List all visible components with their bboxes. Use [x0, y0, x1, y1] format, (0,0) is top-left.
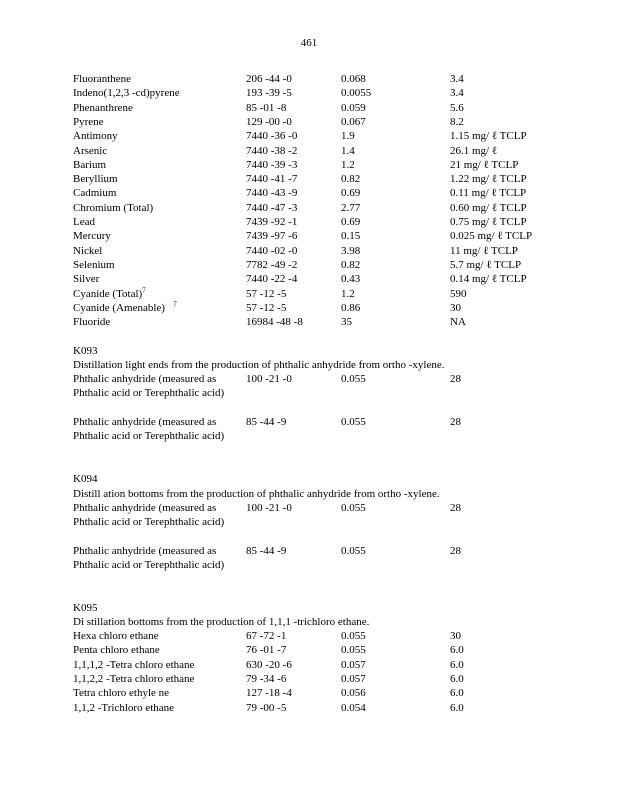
wastewater-value: 1.9 — [341, 130, 355, 143]
nonwastewater-value: NA — [450, 316, 466, 329]
constituent-name: Antimony — [73, 130, 118, 143]
wastewater-value: 35 — [341, 316, 352, 329]
waste-description: Distillation light ends from the production of phthalic anhydride from ortho -xylene. — [73, 359, 445, 371]
table-row — [0, 686, 618, 700]
cas-number: 7440 -47 -3 — [246, 201, 298, 214]
waste-code: K095 — [73, 602, 98, 614]
nonwastewater-value: 590 — [450, 287, 467, 300]
cas-number: 76 -01 -7 — [246, 644, 287, 657]
wastewater-value: 0.056 — [341, 687, 366, 700]
nonwastewater-value: 6.0 — [450, 701, 464, 714]
wastewater-value: 0.055 — [341, 545, 366, 557]
table-row — [0, 101, 618, 115]
nonwastewater-value: 28 — [450, 545, 461, 557]
table-row — [0, 415, 618, 442]
nonwastewater-value: 6.0 — [450, 658, 464, 671]
nonwastewater-value: 30 — [450, 630, 461, 642]
nonwastewater-value: 0.60 mg/ ℓ TCLP — [450, 201, 527, 214]
table-row — [0, 201, 618, 215]
cas-number: 57 -12 -5 — [246, 301, 287, 314]
wastewater-value: 0.82 — [341, 173, 361, 186]
table-row — [0, 272, 618, 286]
constituent-name: Barium — [73, 158, 106, 171]
wastewater-value: 0.057 — [341, 672, 366, 685]
nonwastewater-value: 28 — [450, 416, 461, 428]
nonwastewater-value: 30 — [450, 301, 461, 314]
nonwastewater-value: 6.0 — [450, 687, 464, 700]
constituent-name: Arsenic — [73, 144, 108, 157]
table-row — [0, 86, 618, 100]
table-row — [0, 629, 618, 643]
constituent-name: Phenanthrene — [73, 101, 133, 114]
constituent-name: Phthalic anhydride (measured as Phthalic acid or Terephthalic acid) — [73, 545, 225, 571]
table-row — [0, 544, 618, 571]
constituent-name: Phthalic anhydride (measured as Phthalic acid or Terephthalic acid) — [73, 373, 225, 399]
wastewater-value: 0.69 — [341, 187, 361, 200]
table-row — [0, 215, 618, 229]
cas-number: 7440 -02 -0 — [246, 244, 298, 257]
constituent-name: Phthalic anhydride (measured as Phthalic acid or Terephthalic acid) — [73, 502, 225, 528]
constituent-name: Chromium (Total) — [73, 201, 154, 214]
footnote-marker: 7 — [142, 285, 146, 294]
constituent-name — [73, 287, 146, 301]
nonwastewater-value: 6.0 — [450, 672, 464, 685]
wastewater-value: 0.86 — [341, 301, 361, 314]
nonwastewater-value: 1.15 mg/ ℓ TCLP — [450, 130, 527, 143]
constituent-name: Beryllium — [73, 173, 118, 186]
constituent-name: Phthalic anhydride (measured as Phthalic acid or Terephthalic acid) — [73, 416, 225, 442]
constituent-name: 1,1,1,2 -Tetra chloro ethane — [73, 658, 195, 671]
constituent-name: Selenium — [73, 258, 115, 271]
table-row — [0, 301, 618, 315]
table-row — [0, 315, 618, 329]
constituent-name: Tetra chloro ethyle ne — [73, 687, 170, 700]
constituent-name: Lead — [73, 216, 95, 228]
wastewater-value: 3.98 — [341, 244, 361, 257]
constituent-name: Fluoranthene — [73, 73, 132, 85]
cas-number: 85 -44 -9 — [246, 545, 287, 557]
table-row — [0, 372, 618, 399]
wastewater-value: 0.054 — [341, 701, 366, 714]
wastewater-value: 0.43 — [341, 273, 361, 286]
wastewater-value: 0.69 — [341, 216, 361, 228]
wastewater-value: 0.059 — [341, 101, 366, 114]
table-row — [0, 258, 618, 272]
cas-number: 7439 -92 -1 — [246, 216, 298, 228]
wastewater-value: 0.0055 — [341, 87, 372, 100]
nonwastewater-value: 26.1 mg/ ℓ — [450, 144, 498, 157]
cas-number: 7440 -43 -9 — [246, 187, 298, 200]
cas-number: 67 -72 -1 — [246, 630, 287, 642]
table-row — [0, 658, 618, 672]
nonwastewater-value: 3.4 — [450, 73, 464, 85]
table-row — [0, 287, 618, 301]
constituent-name: Penta chloro ethane — [73, 644, 160, 657]
constituent-name: 1,1,2,2 -Tetra chloro ethane — [73, 672, 195, 685]
wastewater-value: 0.055 — [341, 502, 366, 514]
wastewater-value: 1.2 — [341, 158, 355, 171]
constituent-name: Fluoride — [73, 316, 111, 329]
cas-number: 193 -39 -5 — [246, 87, 292, 100]
cas-number: 127 -18 -4 — [246, 687, 292, 700]
wastewater-value: 0.068 — [341, 73, 366, 85]
constituent-name-text: Cyanide (Total) — [73, 287, 143, 300]
cas-number: 7440 -41 -7 — [246, 173, 298, 186]
cas-number: 85 -44 -9 — [246, 416, 287, 428]
table-row — [0, 144, 618, 158]
cas-number: 7440 -22 -4 — [246, 273, 298, 286]
nonwastewater-value: 0.11 mg/ ℓ TCLP — [450, 187, 527, 200]
table-row — [0, 244, 618, 258]
wastewater-value: 0.055 — [341, 416, 366, 428]
footnote-marker: 7 — [173, 300, 177, 309]
constituent-name: 1,1,2 -Trichloro ethane — [73, 701, 175, 714]
nonwastewater-value: 1.22 mg/ ℓ TCLP — [450, 173, 527, 186]
constituent-name: Nickel — [73, 244, 103, 257]
wastewater-value: 0.055 — [341, 644, 366, 657]
constituent-name: Indeno(1,2,3 -cd)pyrene — [73, 87, 180, 100]
cas-number: 57 -12 -5 — [246, 287, 287, 300]
cas-number: 16984 -48 -8 — [246, 316, 303, 329]
nonwastewater-value: 0.025 mg/ ℓ TCLP — [450, 230, 533, 243]
table-row — [0, 501, 618, 528]
constituent-name: Pyrene — [73, 115, 104, 128]
nonwastewater-value: 5.6 — [450, 101, 464, 114]
wastewater-value: 0.055 — [341, 373, 366, 385]
nonwastewater-value: 6.0 — [450, 644, 464, 657]
cas-number: 206 -44 -0 — [246, 73, 292, 85]
cas-number: 100 -21 -0 — [246, 502, 292, 514]
wastewater-value: 0.055 — [341, 630, 366, 642]
waste-code: K094 — [73, 473, 98, 485]
cas-number: 79 -00 -5 — [246, 701, 287, 714]
waste-code: K093 — [73, 345, 98, 357]
table-row — [0, 229, 618, 243]
waste-description: Di stillation bottoms from the production of 1,1,1 -trichloro ethane. — [73, 616, 370, 628]
constituent-name: Mercury — [73, 230, 111, 243]
wastewater-value: 1.2 — [341, 287, 355, 300]
wastewater-value: 0.15 — [341, 230, 361, 243]
table-row — [0, 158, 618, 172]
cas-number: 7440 -36 -0 — [246, 130, 298, 143]
cas-number: 7440 -39 -3 — [246, 158, 298, 171]
table-row — [0, 172, 618, 186]
cas-number: 7440 -38 -2 — [246, 144, 298, 157]
nonwastewater-value: 28 — [450, 373, 461, 385]
wastewater-value: 1.4 — [341, 144, 355, 157]
table-row — [0, 672, 618, 686]
nonwastewater-value: 11 mg/ ℓ TCLP — [450, 244, 518, 257]
constituent-name-text: Cyanide (Amenable) — [73, 301, 165, 314]
nonwastewater-value: 5.7 mg/ ℓ TCLP — [450, 258, 522, 271]
wastewater-value: 0.82 — [341, 258, 361, 271]
table-row — [0, 72, 618, 86]
nonwastewater-value: 8.2 — [450, 115, 464, 128]
nonwastewater-value: 0.14 mg/ ℓ TCLP — [450, 273, 527, 286]
nonwastewater-value: 28 — [450, 502, 461, 514]
nonwastewater-value: 21 mg/ ℓ TCLP — [450, 158, 519, 171]
constituent-name — [73, 301, 177, 315]
cas-number: 630 -20 -6 — [246, 658, 292, 671]
cas-number: 7439 -97 -6 — [246, 230, 298, 243]
nonwastewater-value: 3.4 — [450, 87, 464, 100]
constituent-name: Hexa chloro ethane — [73, 630, 159, 642]
constituent-name: Cadmium — [73, 187, 117, 200]
cas-number: 7782 -49 -2 — [246, 258, 298, 271]
page-number: 461 — [300, 37, 318, 49]
cas-number: 85 -01 -8 — [246, 101, 287, 114]
constituent-name: Silver — [73, 273, 100, 286]
table-row — [0, 115, 618, 129]
wastewater-value: 0.057 — [341, 658, 366, 671]
cas-number: 79 -34 -6 — [246, 672, 287, 685]
table-row — [0, 701, 618, 715]
wastewater-value: 0.067 — [341, 115, 366, 128]
nonwastewater-value: 0.75 mg/ ℓ TCLP — [450, 216, 527, 228]
waste-description: Distill ation bottoms from the production of phthalic anhydride from ortho -xylene. — [73, 488, 440, 500]
wastewater-value: 2.77 — [341, 201, 361, 214]
table-row — [0, 186, 618, 200]
table-row — [0, 643, 618, 657]
table-row — [0, 129, 618, 143]
cas-number: 129 -00 -0 — [246, 115, 292, 128]
cas-number: 100 -21 -0 — [246, 373, 292, 385]
